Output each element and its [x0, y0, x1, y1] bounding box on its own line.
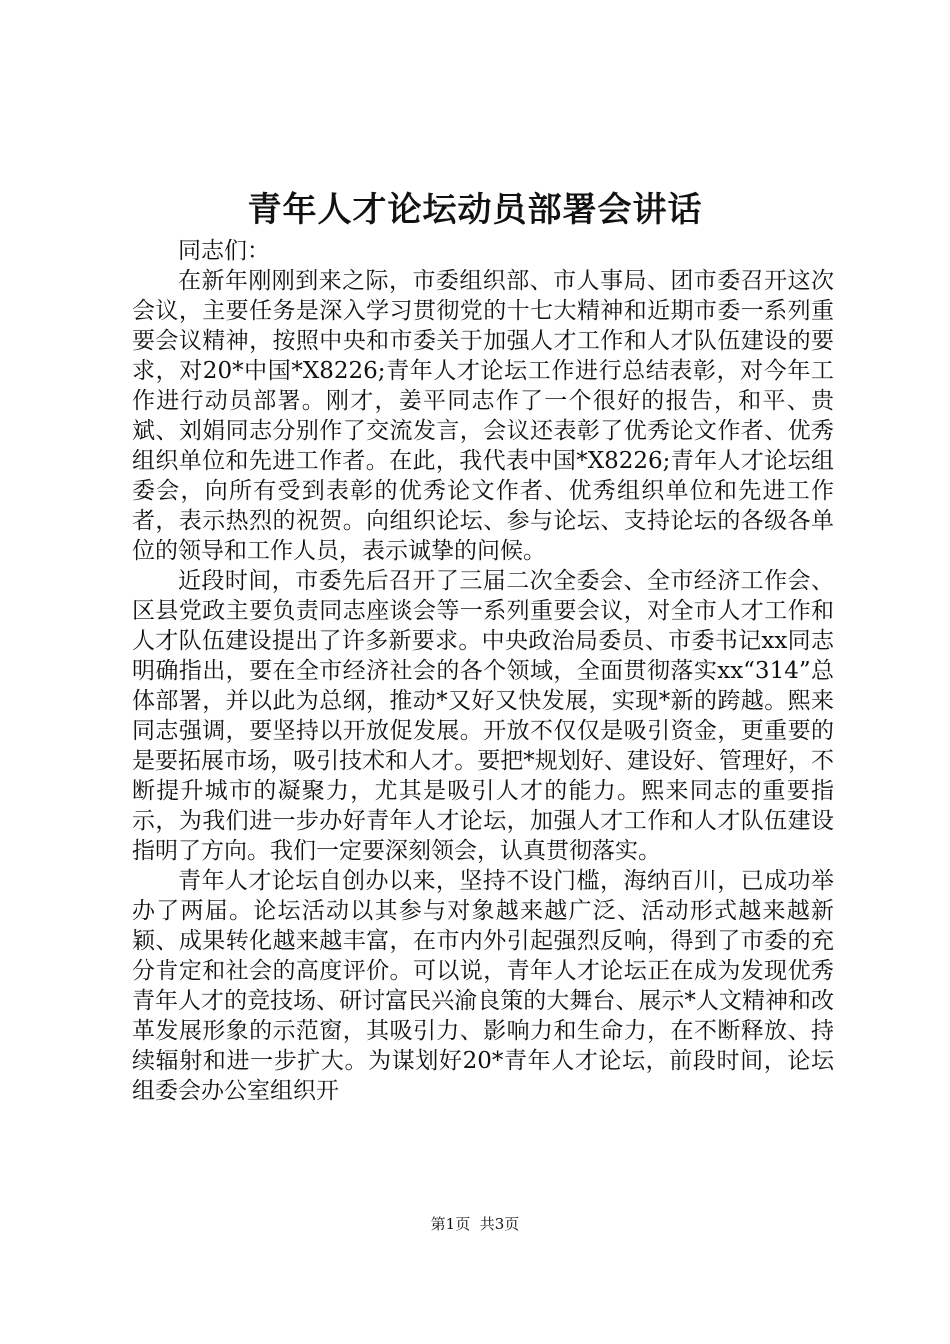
paragraph-1: 在新年刚刚到来之际，市委组织部、市人事局、团市委召开这次会议，主要任务是深入学习贯彻党的十七大精神和近期市委一系列重要会议精神，按照中央和市委关于加强人才工作和人才队伍建设的要求，对20*中国*X8226;青年人才论坛工作进行总结表彰，对今年工作进行动员部署。刚才，姜平同志作了一个很好的报告，和平、贵斌、刘娟同志分别作了交流发言，会议还表彰了优秀论文作者、优秀组织单位和先进工作者。在此，我代表中国*X8226;青年人才论坛组委会，向所有受到表彰的优秀论文作者、优秀组织单位和先进工作者，表示热烈的祝贺。向组织论坛、参与论坛、支持论坛的各级各单位的领导和工作人员，表示诚挚的问候。	[132, 268, 834, 564]
paragraph-2: 近段时间，市委先后召开了三届二次全委会、全市经济工作会、区县党政主要负责同志座谈会等一系列重要会议，对全市人才工作和人才队伍建设提出了许多新要求。中央政治局委员、市委书记xx同志明确指出，要在全市经济社会的各个领域，全面贯彻落实xx“314”总体部署，并以此为总纲，推动*又好又快发展，实现*新的跨越。熙来同志强调，要坚持以开放促发展。开放不仅仅是吸引资金，更重要的是要拓展市场，吸引技术和人才。要把*规划好、建设好、管理好，不断提升城市的凝聚力，尤其是吸引人才的能力。熙来同志的重要指示，为我们进一步办好青年人才论坛，加强人才工作和人才队伍建设指明了方向。我们一定要深刻领会，认真贯彻落实。	[132, 568, 834, 864]
paragraph-3: 青年人才论坛自创办以来，坚持不设门槛，海纳百川，已成功举办了两届。论坛活动以其参与对象越来越广泛、活动形式越来越新颖、成果转化越来越丰富，在市内外引起强烈反响，得到了市委的充分肯定和社会的高度评价。可以说，青年人才论坛正在成为发现优秀青年人才的竞技场、研讨富民兴渝良策的大舞台、展示*人文精神和改革发展形象的示范窗，其吸引力、影响力和生命力，在不断释放、持续辐射和进一步扩大。为谋划好20*青年人才论坛，前段时间，论坛组委会办公室组织开	[132, 868, 834, 1104]
document-body	[132, 236, 834, 1106]
page-total: 共3页	[479, 1215, 520, 1233]
page-number: 第1页	[430, 1215, 471, 1233]
page-footer	[0, 1214, 950, 1234]
document-title: 青年人才论坛动员部署会讲话	[247, 190, 703, 230]
salutation: 同志们：	[178, 238, 270, 264]
